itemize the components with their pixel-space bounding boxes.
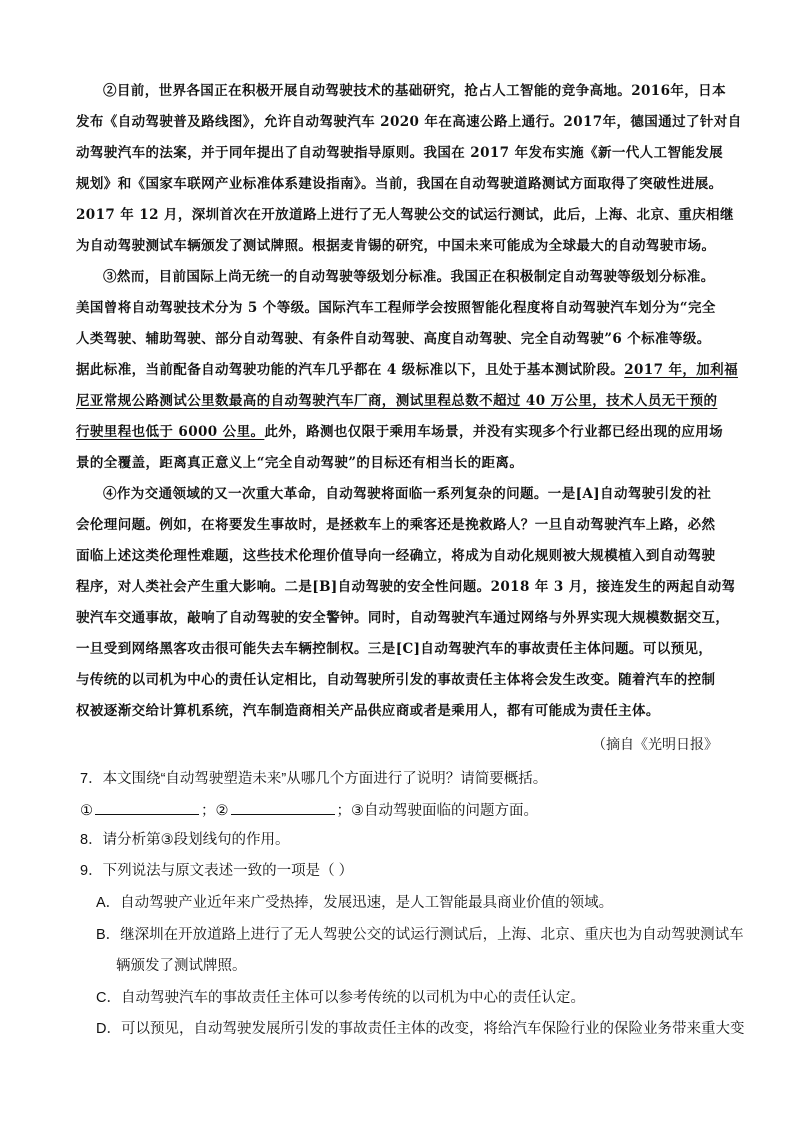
option-b-continuation: 辆颁发了测试牌照。 (116, 958, 247, 974)
text-line: ④作为交通领域的又一次重大革命，自动驾驶将面临一系列复杂的问题。一是[A]自动驾驶引发的社 (103, 486, 712, 502)
question-8: 8．请分析第③段划线句的作用。 (80, 832, 290, 848)
text-line: 美国曾将自动驾驶技术分为 5 个等级。国际汽车工程师学会按照智能化程度将自动驾驶汽车划分为“完全 (76, 300, 716, 316)
text-segment: 此外，路测也仅限于乘用车场景，并没有实现多个行业都已经出现的应用场 (264, 424, 724, 440)
paragraph-3 (76, 262, 738, 479)
text-line (76, 417, 724, 448)
text-line: 面临上述这类伦理性难题，这些技术伦理价值导向一经确立，将成为自动化规则被大规模植入到自动驾驶 (76, 548, 716, 564)
question-9: 9．下列说法与原文表述一致的一项是（ ） (80, 863, 354, 879)
text-line: 驶汽车交通事故，敲响了自动驾驶的安全警钟。同时，自动驾驶汽车通过网络与外界实现大规模数据交互， (76, 610, 730, 626)
text-line: 为自动驾驶测试车辆颁发了测试牌照。根据麦肯锡的研究，中国未来可能成为全球最大的自动驾驶市场。 (76, 238, 716, 254)
answer-suffix: ；③自动驾驶面临的问题方面。 (336, 803, 538, 819)
source-citation: （摘自《光明日报》 (592, 736, 718, 752)
text-line: 程序，对人类社会产生重大影响。二是[B]自动驾驶的安全性问题。2018 年 3 月，接连发生的两起自动驾 (76, 579, 736, 595)
text-line: ②目前，世界各国正在积极开展自动驾驶技术的基础研究，抢占人工智能的竞争高地。2016年，日本 (103, 83, 726, 99)
text-line: 权被逐渐交给计算机系统，汽车制造商相关产品供应商或者是乘用人，都有可能成为责任主体。 (76, 703, 660, 719)
option-c[interactable]: C．自动驾驶汽车的事故责任主体可以参考传统的以司机为中心的责任认定。 (96, 990, 585, 1006)
underlined-sentence: 2017 年，加利福 (624, 362, 738, 378)
underlined-sentence: 尼亚常规公路测试公里数最高的自动驾驶汽车厂商，测试里程总数不超过 40 万公里，技术人员无干预的 (76, 393, 718, 409)
answer-separator: ；② (201, 803, 229, 819)
question-7: 7．本文围绕“自动驾驶塑造未来”从哪几个方面进行了说明？请简要概括。 (80, 771, 548, 787)
option-a[interactable]: A．自动驾驶产业近年来广受热捧，发展迅速，是人工智能最具商业价值的领域。 (96, 895, 614, 911)
underlined-sentence: 行驶里程也低于 6000 公里。 (76, 424, 265, 440)
text-line (76, 386, 720, 417)
text-line: 景的全覆盖，距离真正意义上“完全自动驾驶”的目标还有相当长的距离。 (76, 455, 524, 471)
text-line: 人类驾驶、辅助驾驶、部分自动驾驶、有条件自动驾驶、高度自动驾驶、完全自动驾驶”6 个标准等级。 (76, 331, 711, 347)
text-segment: 据此标准，当前配备自动驾驶功能的汽车几乎都在 4 级标准以下，且处于基本测试阶段。 (76, 362, 625, 378)
option-b[interactable]: B．继深圳在开放道路上进行了无人驾驶公交的试运行测试后，上海、北京、重庆也为自动驾驶测试车 (96, 927, 744, 943)
text-line: 规划》和《国家车联网产业标准体系建设指南》。当前，我国在自动驾驶道路测试方面取得了突破性进展。 (76, 176, 723, 192)
text-line: 与传统的以司机为中心的责任认定相比，自动驾驶所引发的事故责任主体将会发生改变。随着汽车的控制 (76, 672, 716, 688)
text-line (76, 355, 738, 386)
answer-prefix: ① (80, 803, 93, 819)
question-7-answer-line (80, 799, 730, 821)
text-line: 2017 年 12 月，深圳首次在开放道路上进行了无人驾驶公交的试运行测试，此后，上海、北京、重庆相继 (76, 207, 734, 223)
paragraph-2 (76, 76, 742, 262)
answer-blank-2[interactable] (231, 799, 335, 815)
answer-blank-1[interactable] (95, 799, 199, 815)
text-line: 动驾驶汽车的法案，并于同年提出了自动驾驶指导原则。我国在 2017 年发布实施《新一代人工智能发展 (76, 145, 724, 161)
option-d[interactable]: D．可以预见，自动驾驶发展所引发的事故责任主体的改变，将给汽车保险行业的保险业务带来重大变 (96, 1021, 745, 1037)
text-line: ③然而，目前国际上尚无统一的自动驾驶等级划分标准。我国正在积极制定自动驾驶等级划分标准。 (103, 269, 715, 285)
text-line: 会伦理问题。例如，在将要发生事故时，是拯救车上的乘客还是挽救路人？一旦自动驾驶汽车上路，必然 (76, 517, 716, 533)
text-line: 一旦受到网络黑客攻击很可能失去车辆控制权。三是[C]自动驾驶汽车的事故责任主体问题。可以预见， (76, 641, 713, 657)
paragraph-4 (76, 479, 736, 727)
text-line: 发布《自动驾驶普及路线图》，允许自动驾驶汽车 2020 年在高速公路上通行。2017年，德国通过了针对自 (76, 114, 742, 130)
